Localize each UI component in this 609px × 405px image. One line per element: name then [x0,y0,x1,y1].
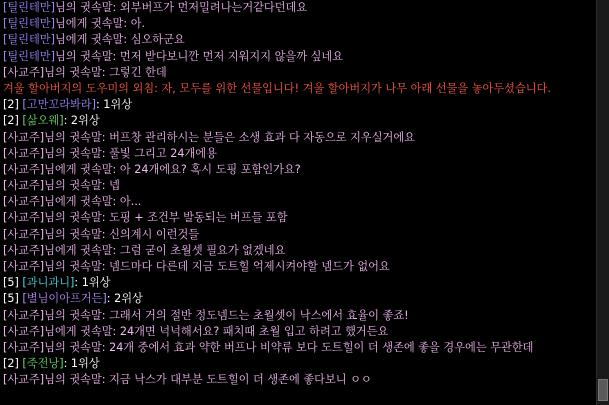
message-text: 님에게 귓속말: 그럼 굳이 초월셋 필요가 없겠네요 [44,243,286,257]
party-roll-message [0,291,596,307]
channel-prefix: [2] [3,98,23,112]
system-message [0,81,596,97]
message-text: 님의 귓속말: 신의계시 이런것들 [44,227,200,241]
player-name-link[interactable]: [사교주] [3,162,45,176]
message-text: 님의 귓속말: 넵 [44,179,120,193]
whisper-message [0,162,596,178]
message-text: : 2위상 [63,114,100,128]
whisper-message [0,130,596,146]
message-text: 님의 귓속말: 먼저 받다보니깐 먼저 지워지지 않을까 싶네요 [54,49,344,63]
message-text: 님에게 귓속말: 아 24개에요? 혹시 도핑 포함인가요? [44,162,301,176]
message-text: : 1위상 [63,357,100,371]
message-text: 님의 귓속말: 버프창 관리하시는 분들은 소생 효과 다 자동으로 지우실거에요 [44,130,415,144]
player-name-link[interactable]: [틸린테만] [3,17,55,31]
whisper-message [0,49,596,65]
whisper-message [0,65,596,81]
chat-scrollbar[interactable] [596,0,609,405]
channel-prefix: [5] [3,292,23,306]
message-text: 님의 귓속말: 그래서 거의 절반 정도넴드는 초월셋이 낙스에서 효율이 좋죠! [44,308,409,322]
message-text: 님에게 귓속말: 아... [44,195,142,209]
player-name-link[interactable]: [틸린테만] [3,49,55,63]
channel-prefix: [2] [3,357,23,371]
player-name-link[interactable]: [사교주] [3,211,45,225]
party-roll-message [0,97,596,113]
message-text: 님에게 귓속말: 심오하군요 [54,33,185,47]
message-text: 님의 귓속말: 외부버프가 먼저밀려나는거같다던데요 [54,1,308,14]
whisper-message [0,32,596,48]
whisper-message [0,210,596,226]
whisper-message [0,194,596,210]
whisper-message [0,259,596,275]
channel-prefix: [5] [3,276,23,290]
player-name-link[interactable]: [삶오웨] [22,114,64,128]
message-text: : 1위상 [74,276,111,290]
whisper-message [0,340,596,356]
message-text: 겨울 할아버지의 도우미의 외침: 자, 모두를 위한 선물입니다! 겨울 할아버지가 나무 아래 선물을 놓아두셨습니다. [3,81,551,95]
message-text: 님의 귓속말: 풀빛 그리고 24개에용 [44,146,217,160]
player-name-link[interactable]: [별님이아프거든] [22,292,107,306]
player-name-link[interactable]: [과니과니] [22,276,75,290]
player-name-link[interactable]: [사교주] [3,373,45,387]
player-name-link[interactable]: [사교주] [3,65,45,79]
whisper-message [0,178,596,194]
whisper-message [0,227,596,243]
message-text: 님의 귓속말: 24개 중에서 효과 약한 버프나 비약류 보다 도트힐이 더 생존에 좋을 경우에는 무관한데 [44,340,534,354]
player-name-link[interactable]: [사교주] [3,260,45,273]
whisper-message [0,16,596,32]
whisper-message [0,308,596,324]
player-name-link[interactable]: [사교주] [3,130,45,144]
channel-prefix: [2] [3,114,23,128]
message-text: 님의 귓속말: 그렇긴 한데 [44,65,167,79]
message-text: 님의 귓속말: 지금 낙스가 대부분 도트힐이 더 생존에 좋다보니 ㅇㅇ [44,373,372,387]
scroll-thumb[interactable] [598,379,608,401]
player-name-link[interactable]: [사교주] [3,308,45,322]
message-text: : 1위상 [95,98,133,112]
player-name-link[interactable]: [사교주] [3,179,45,193]
player-name-link[interactable]: [죽전낭] [22,357,64,371]
message-text: 님의 귓속말: 도핑 + 조건부 발동되는 버프들 포함 [44,211,288,225]
player-name-link[interactable]: [사교주] [3,340,45,354]
player-name-link[interactable]: [사교주] [3,227,45,241]
player-name-link[interactable]: [틸린테만] [3,33,55,47]
message-text: : 2위상 [106,292,143,306]
message-text: 님에게 귓속말: 아. [54,17,146,31]
party-roll-message [0,275,596,291]
message-text: 님의 귓속말: 넴드마다 다른데 지금 도트힐 억제시켜야할 넴드가 없어요 [44,260,390,273]
whisper-message [0,243,596,259]
player-name-link[interactable]: [사교주] [3,195,45,209]
party-roll-message [0,356,596,372]
whisper-message [0,146,596,162]
player-name-link[interactable]: [사교주] [3,146,45,160]
whisper-message [0,372,596,388]
party-roll-message [0,113,596,129]
player-name-link[interactable]: [틸린테만] [3,1,55,14]
whisper-message [0,0,596,16]
whisper-message [0,324,596,340]
message-text: 님에게 귓속말: 24개면 넉넉해서요? 패치때 초월 입고 하려고 했거든요 [44,324,389,338]
player-name-link[interactable]: [사교주] [3,324,45,338]
player-name-link[interactable]: [사교주] [3,243,45,257]
player-name-link[interactable]: [고만꼬라봐라] [22,98,96,112]
